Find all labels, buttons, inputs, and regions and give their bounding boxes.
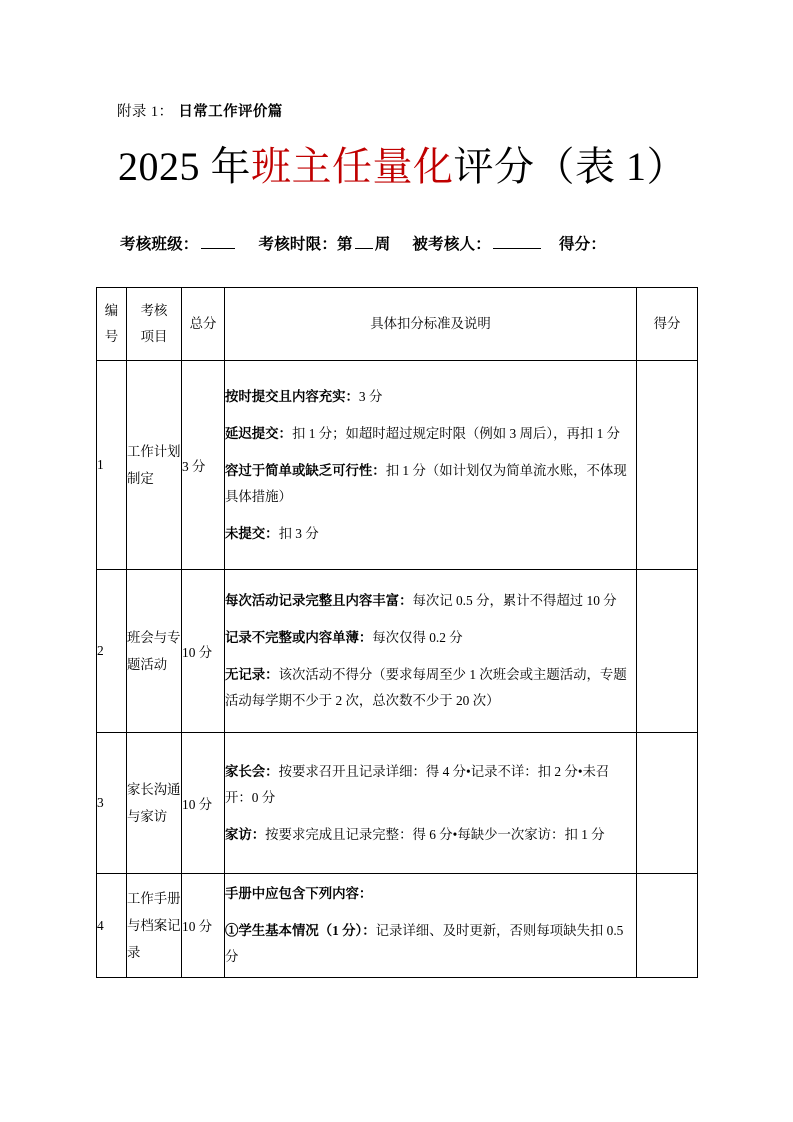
header-description: 具体扣分标准及说明	[225, 288, 637, 361]
rule-item	[225, 521, 636, 547]
cell-score-input[interactable]	[637, 733, 698, 874]
page-title	[118, 141, 698, 193]
rule-item	[225, 918, 636, 970]
rule-item	[225, 822, 636, 848]
cell-item: 工作计划制定	[127, 361, 182, 570]
rule-item	[225, 588, 636, 614]
label-person: 被考核人：	[412, 236, 491, 253]
rule-text: 按要求完成且记录完整：得 6 分•每缺少一次家访：扣 1 分	[265, 826, 605, 842]
person-blank-field[interactable]	[493, 234, 541, 249]
header-total: 总分	[182, 288, 225, 361]
rule-lead: 容过于简单或缺乏可行性：	[225, 462, 386, 478]
rule-lead: 无记录：	[225, 667, 279, 682]
header-item-line2: 项目	[140, 329, 168, 344]
cell-score-input[interactable]	[637, 874, 698, 978]
header-no-line2: 号	[104, 329, 119, 344]
rule-item	[225, 625, 636, 651]
header-item-line1: 考核	[140, 303, 168, 318]
rule-item	[225, 421, 636, 447]
header-item	[127, 288, 182, 361]
appendix-prefix: 附录 1：	[117, 104, 174, 120]
cell-description	[225, 570, 637, 733]
rule-item	[225, 458, 636, 510]
table-row	[97, 733, 698, 874]
title-part-3: （表 1）	[534, 144, 687, 189]
header-no-line1: 编	[104, 303, 119, 318]
rule-lead: 每次活动记录完整且内容丰富：	[225, 593, 413, 608]
evaluation-table	[96, 287, 698, 978]
cell-description	[225, 361, 637, 570]
rule-text: 该次活动不得分（要求每周至少 1 次班会或主题活动，专题活动每学期不少于 2 次，总次数不少于 20 次）	[225, 667, 627, 708]
label-period: 考核时限：第	[258, 236, 353, 253]
rule-text: 扣 1 分；如超时超过规定时限（例如 3 周后），再扣 1 分	[291, 425, 621, 441]
rule-text: 每次仅得 0.2 分	[372, 630, 463, 645]
table-row	[97, 570, 698, 733]
cell-item: 家长沟通与家访	[127, 733, 182, 874]
rule-text: 每次记 0.5 分，累计不得超过 10 分	[412, 593, 617, 608]
appendix-label	[117, 100, 283, 121]
rule-item	[225, 881, 636, 907]
cell-item: 班会与专题活动	[127, 570, 182, 733]
cell-description	[225, 733, 637, 874]
rule-text: 扣 1 分（如计划仅为简单流水账，不体现具体措施）	[225, 462, 627, 504]
cell-total: 10 分	[182, 874, 225, 978]
rule-lead: 家访：	[225, 826, 266, 842]
meta-fields-line	[120, 232, 606, 254]
rule-lead: 未提交：	[225, 525, 279, 541]
rule-lead: ①学生基本情况（1 分）：	[225, 923, 376, 938]
table-row	[97, 874, 698, 978]
cell-total: 3 分	[182, 361, 225, 570]
rule-lead: 家长会：	[225, 763, 279, 779]
cell-total: 10 分	[182, 733, 225, 874]
rule-item	[225, 759, 636, 811]
label-period-suffix: 周	[374, 236, 391, 253]
header-score: 得分	[637, 288, 698, 361]
cell-score-input[interactable]	[637, 570, 698, 733]
rule-text: 扣 3 分	[278, 525, 319, 541]
rule-lead: 延迟提交：	[225, 425, 292, 441]
cell-no: 4	[97, 874, 127, 978]
rule-text: 记录详细、及时更新，否则每项缺失扣 0.5 分	[225, 923, 624, 964]
table-header-row	[97, 288, 698, 361]
week-blank-field[interactable]	[355, 234, 373, 249]
rule-lead: 手册中应包含下列内容：	[225, 886, 373, 901]
rule-item	[225, 384, 636, 410]
appendix-name: 日常工作评价篇	[178, 104, 283, 120]
cell-no: 1	[97, 361, 127, 570]
cell-item: 工作手册与档案记录	[127, 874, 182, 978]
rule-lead: 记录不完整或内容单薄：	[225, 630, 373, 645]
cell-score-input[interactable]	[637, 361, 698, 570]
title-part-1: 2025 年	[118, 144, 251, 189]
cell-no: 2	[97, 570, 127, 733]
cell-no: 3	[97, 733, 127, 874]
rule-text: 3 分	[358, 388, 383, 404]
label-class: 考核班级：	[120, 236, 199, 253]
header-no	[97, 288, 127, 361]
cell-description	[225, 874, 637, 978]
cell-total: 10 分	[182, 570, 225, 733]
class-blank-field[interactable]	[201, 234, 235, 249]
title-part-2: 评分	[453, 144, 535, 189]
title-part-highlight: 班主任量化	[251, 144, 454, 189]
table-row	[97, 361, 698, 570]
label-score: 得分：	[558, 236, 607, 253]
rule-text: 按要求召开且记录详细：得 4 分•记录不详：扣 2 分•未召开：0 分	[225, 763, 610, 805]
rule-item	[225, 662, 636, 714]
rule-lead: 按时提交且内容充实：	[225, 388, 359, 404]
